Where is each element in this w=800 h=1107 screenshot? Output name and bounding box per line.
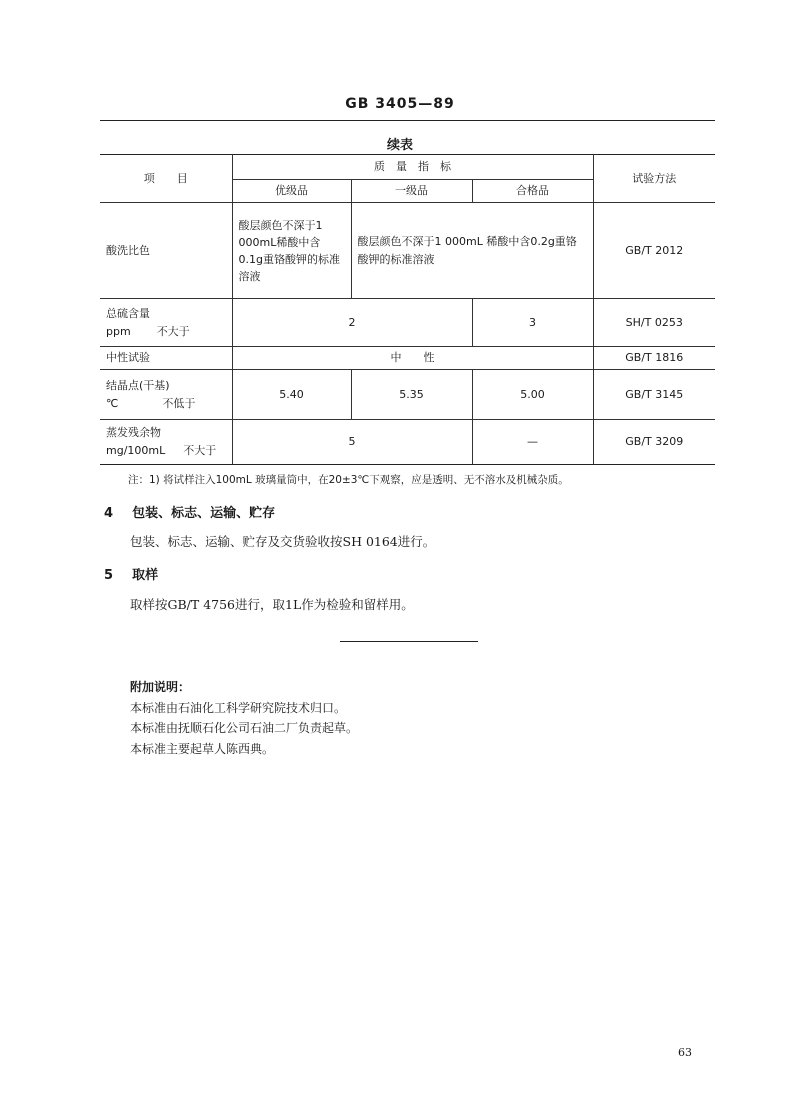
section-4-body: 包装、标志、运输、贮存及交货验收按SH 0164进行。	[130, 534, 436, 549]
row-item: 蒸发残余物	[106, 426, 161, 439]
header-item: 项 目	[100, 155, 232, 203]
row-unit-limit	[106, 323, 226, 341]
section-title: 包装、标志、运输、贮存	[132, 506, 276, 521]
end-rule	[340, 641, 478, 642]
header-test-method: 试验方法	[593, 155, 715, 203]
section-4-heading	[104, 502, 275, 521]
standard-code: GB 3405—89	[345, 96, 455, 112]
cell-qualified: 5.00	[472, 370, 593, 420]
row-item: 酸洗比色	[100, 203, 232, 299]
row-item: 结晶点(干基)	[106, 378, 170, 392]
section-5-body: 取样按GB/T 4756进行，取1L作为检验和留样用。	[130, 597, 414, 612]
row-unit: ppm	[106, 324, 131, 338]
row-method: GB/T 1816	[593, 347, 715, 370]
section-5-heading	[104, 564, 158, 583]
section-number: 5	[104, 568, 114, 583]
table-row	[100, 299, 715, 347]
row-method: GB/T 3145	[593, 370, 715, 420]
row-unit: ℃	[106, 396, 119, 410]
appendix-line: 本标准由抚顺石化公司石油二厂负责起草。	[130, 721, 359, 735]
header-quality-index: 质 量 指 标	[232, 155, 593, 180]
cell-superior-first: 2	[232, 299, 472, 347]
table-row	[100, 370, 715, 420]
appendix-title: 附加说明：	[130, 680, 191, 694]
header-rule	[100, 120, 715, 121]
cell-first-qualified: 酸层颜色不深于1 000mL 稀酸中含0.2g重铬酸钾的标准溶液	[351, 203, 593, 299]
row-unit: mg/100mL	[106, 444, 166, 457]
cell-first: 5.35	[351, 370, 472, 420]
table-row	[100, 203, 715, 299]
appendix-line: 本标准由石油化工科学研究院技术归口。	[130, 701, 347, 715]
row-item: 中性试验	[100, 347, 232, 370]
row-method: SH/T 0253	[593, 299, 715, 347]
table-row	[100, 420, 715, 465]
appendix-line: 本标准主要起草人陈西典。	[130, 742, 275, 756]
cell-qualified: —	[472, 420, 593, 465]
cell-superior: 酸层颜色不深于1 000mL稀酸中含0.1g重铬酸钾的标准溶液	[232, 203, 351, 299]
row-method: GB/T 2012	[593, 203, 715, 299]
cell-superior-first: 5	[232, 420, 472, 465]
table-title: 续表	[386, 138, 413, 153]
row-method: GB/T 3209	[593, 420, 715, 465]
header-grade-first: 一级品	[351, 180, 472, 203]
table-row	[100, 347, 715, 370]
row-unit-limit	[106, 395, 226, 413]
row-item-cell	[100, 370, 232, 420]
cell-superior: 5.40	[232, 370, 351, 420]
header-grade-superior: 优级品	[232, 180, 351, 203]
row-item-cell	[100, 420, 232, 465]
section-title: 取样	[132, 568, 159, 583]
row-limit: 不大于	[183, 444, 217, 457]
page-number: 63	[678, 1046, 692, 1059]
row-limit: 不低于	[162, 396, 196, 410]
row-unit-limit	[106, 442, 226, 460]
cell-all-grades: 中 性	[232, 347, 593, 370]
table-note: 注：1) 将试样注入100mL 玻璃量筒中，在20±3℃下观察，应是透明、无不溶水及机械杂质。	[128, 474, 569, 486]
row-item-cell	[100, 299, 232, 347]
row-limit: 不大于	[156, 324, 190, 338]
section-number: 4	[104, 506, 114, 521]
header-grade-qualified: 合格品	[472, 180, 593, 203]
cell-qualified: 3	[472, 299, 593, 347]
row-item: 总硫含量	[106, 306, 150, 320]
quality-spec-table	[100, 154, 715, 465]
